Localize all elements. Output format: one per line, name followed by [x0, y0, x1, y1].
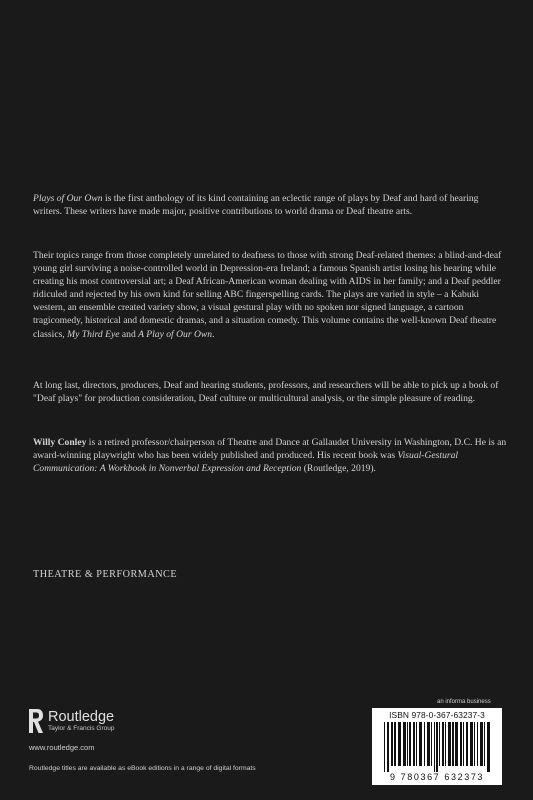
- subject-category: THEATRE & PERFORMANCE: [33, 569, 178, 580]
- author-name: Willy Conley: [33, 437, 87, 448]
- intro-text: is the first anthology of its kind containing an eclectic range of plays by Deaf and hard of hearing writers. These writers have made major, positive contributions to world drama or Deaf theatre arts.: [33, 193, 479, 218]
- ebook-notice: Routledge titles are available as eBook editions in a range of digital formats: [29, 765, 256, 772]
- author-bio: [33, 436, 507, 475]
- bio-end: (Routledge, 2019).: [301, 463, 376, 475]
- informa-tagline: an informa business: [437, 699, 491, 705]
- publisher-name: Routledge: [48, 709, 115, 725]
- routledge-r-icon: [28, 708, 44, 734]
- blurb-paragraph-intro: [33, 192, 507, 218]
- publisher-website: www.routledge.com: [29, 743, 95, 752]
- audience-text: At long last, directors, producers, Deaf and hearing students, professors, and researchers will be able to pick up a book of "Deaf plays" for production consideration, Deaf culture or multicultural analysis, or the simple pleasure of reading.: [33, 380, 499, 405]
- topics-and: and: [119, 328, 139, 340]
- book-title: Plays of Our Own: [33, 193, 103, 204]
- topics-end: .: [212, 328, 215, 340]
- publisher-group: Taylor & Francis Group: [48, 725, 115, 732]
- play-title-my-third-eye: My Third Eye: [67, 328, 120, 340]
- publisher-logo: [28, 708, 114, 734]
- topics-text: Their topics range from those completely unrelated to deafness to those with strong Deaf-related themes: a blind-and-deaf young girl surviving a noise-controlled world in Depression-era Ireland; a famous Spanish artist losing his hearing while creating his most controversial art; a Deaf African-American woman dealing with AIDS in her family; and a Deaf peddler ridiculed and rejected by his own kind for selling ABC fingerspelling cards. The plays are varied in style – a Kabuki western, an ensemble created variety show, a visual gestural play with no spoken nor signed language, a cartoon tragicomedy, historical and domestic dramas, and a situation comedy. This volume contains the well-known Deaf theatre classics,: [33, 250, 502, 340]
- recent-book-title: Visual-Gestural Communication: A Workbook in Nonverbal Expression and Reception: [33, 450, 459, 475]
- bio-text: is a retired professor/chairperson of Theatre and Dance at Gallaudet University in Washington, D.C. He is an award-winning playwright who has been widely published and produced. His recent book was: [33, 437, 507, 462]
- play-title-a-play-of-our-own: A Play of Our Own: [138, 328, 213, 340]
- barcode: [372, 708, 502, 785]
- barcode-digits: 9 780367 632373: [389, 772, 485, 782]
- blurb-paragraph-audience: [33, 379, 507, 405]
- blurb-paragraph-topics: [33, 249, 507, 341]
- isbn-text: ISBN 978-0-367-63237-3: [389, 710, 485, 720]
- barcode-bars: [384, 722, 490, 772]
